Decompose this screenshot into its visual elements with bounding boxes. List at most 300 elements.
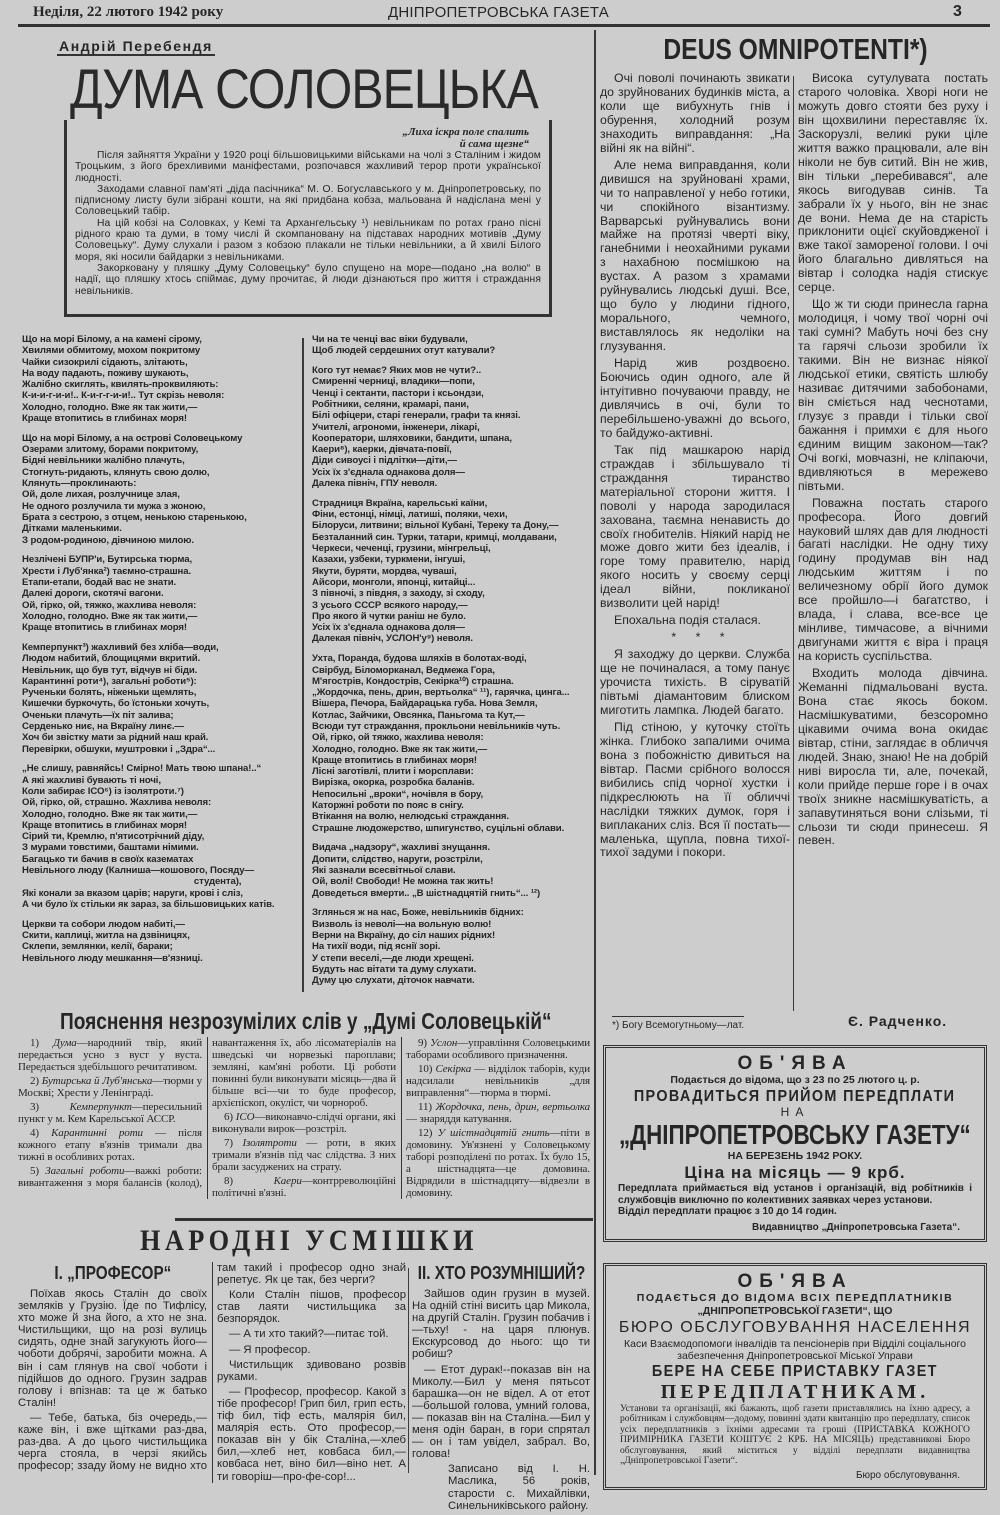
poem-line (312, 888, 590, 899)
glossary-definition: — після кожного етапу в'язнів тримали два тижні в особливих ротах. (18, 1127, 202, 1163)
poem-line (22, 413, 296, 424)
poem-line (22, 334, 296, 345)
fitted-text: У степи веселі,—де люди хрещені. (312, 952, 474, 964)
fitted-text: Хрести і Луб'янка²) таємно-страшна. (22, 565, 192, 577)
fitted-text: А які жахливі бувають ті ночі, (22, 774, 161, 786)
fitted-text: На тихії води, під яснії зорі. (312, 941, 441, 953)
poem-intro-box (64, 120, 552, 317)
poem-column-1 (22, 334, 296, 972)
poem-line (22, 842, 296, 853)
fitted-text: Холодно, голодно. Вже як так жити,— (22, 610, 198, 622)
paragraph: Що ж ти сюди принесла гарна молодиця, і чому твої чорні очі такі сумні? Мабуть ночі без сну та гарячі сльози зробили їх такими. Він не визнає ніякої людської етики, святість шлюбу називає дитячими забобонами, він сміється над чеснотами, глузує з правди і тільки свої бажання і примхи є для нього єдиним вищим законом—так? Очі вогкі, мовчазні, не кліпаючи, вдивляються в мережево півтьми. (798, 297, 988, 493)
poem-stanza (312, 334, 590, 357)
poem-line (22, 368, 296, 379)
poem-line (312, 433, 590, 444)
glossary-definition: — роти, в яких тримали в'язнів під час слідства. З них брали засуджених на страту. (212, 1137, 396, 1173)
fitted-text: З родом-родиною, дівчиною милою. (22, 534, 194, 546)
fitted-text: Учителі, агрономи, інженери, лікарі, (312, 421, 480, 433)
fitted-text: З мурами товстими, баштами німими. (22, 842, 199, 854)
poem-line (22, 710, 296, 721)
page-divider (594, 30, 596, 1475)
poem-line (22, 433, 296, 444)
poem-line (312, 698, 590, 709)
fitted-text: Якути, буряти, мордва, чуваші, (312, 565, 457, 577)
poem-line (312, 478, 590, 489)
glossary-term: Жордочка, пень, дрин, вертьолка (435, 1101, 590, 1113)
fitted-text: Жалібно скиглять, квилять-проквиляють: (22, 379, 219, 391)
joke-credit: Записано від І. Н. Маслика, 56 років, старости с. Михайлівки, Синельниківського району. (448, 1463, 590, 1512)
fitted-text: Страдниця Вкраїна, карельські каїни, (312, 497, 488, 509)
epigraph-line: „Лиха іскра поле спалить (402, 126, 529, 138)
glossary-definition: —пересильний пункт у м. Кем Карельської АССР. (18, 1101, 202, 1125)
fitted-text: Верни на Вкраїну, до сіл наших рідних! (312, 930, 496, 942)
column-divider (793, 76, 794, 1011)
poem-line (312, 907, 590, 918)
poem-stanza (312, 498, 590, 645)
glossary-definition: —народний твір, який передається усно з вуст у вуста. Передається здебільшого речитативом. (18, 1037, 202, 1073)
poem-line (22, 653, 296, 664)
fitted-text: Котлас, Зайчики, Овсянка, Паньгома та Кут,— (312, 709, 525, 721)
poem-line (22, 622, 296, 633)
poem-line (312, 554, 590, 565)
fitted-text: Непосильні „вроки“, ночівля в бору, (312, 788, 484, 800)
poem-line (312, 543, 590, 554)
fitted-text: Ухта, Поранда, будова шляхів в болотах-воді, (312, 653, 527, 665)
glossary-number: 1) (30, 1037, 53, 1049)
poem-line (22, 478, 296, 489)
ad-paper-name (610, 1119, 980, 1150)
ad-line (610, 1292, 980, 1305)
poem-line (22, 345, 296, 356)
glossary-term: У шістнадцятій гнить (437, 1127, 550, 1139)
fitted-text: Невільного люду мешкання—в'язниці. (22, 952, 203, 964)
poem-line (312, 710, 590, 721)
poem-stanza (22, 763, 296, 910)
paragraph: — Тебе, батька, біз очередь,— каже він, і вже щітками раз-два, раз-два. А до цього чистильщика черга стояла, в черзі якийсь професор; ззаду йому не видно хто там такий і професор одно знай репетує. Як це так, без черги? (18, 1262, 406, 1473)
section-rule (175, 1218, 593, 1221)
fitted-text: Фіни, естонці, німці, латиші, поляки, чехи, (312, 509, 508, 521)
poem-line (312, 653, 590, 664)
poem-line (312, 455, 590, 466)
poem-line (312, 975, 590, 986)
intro-paragraph: Заходами славної пам'яті „діда пасічника“ М. О. Богуславського у м. Дніпропетровську, по підписному листу були зібрані кошти, на які придбана кобза, мальована й надіслана мені у Соловецький табір. (75, 183, 541, 218)
fitted-text: Білоруси, литвини; вільної Кубані, Тереку та Дону,— (312, 520, 559, 532)
glossary-definition: —виконавчо-слідчі органи, які виконували вирок—розстріл. (212, 1111, 396, 1135)
poem-line (22, 501, 296, 512)
poem-line (312, 532, 590, 543)
fitted-text: Оченьки плачуть—їх піт залива; (22, 709, 174, 721)
poem-line (22, 600, 296, 611)
poem-line (312, 410, 590, 421)
fitted-text: Що на морі Білому, а на острові Соловецькому (22, 432, 243, 444)
glossary-item (212, 1111, 396, 1135)
joke-body (18, 1262, 406, 1483)
poem-line (312, 687, 590, 698)
poem-line (22, 888, 296, 899)
fitted-text: Зглянься ж на нас, Боже, невільників бідних: (312, 907, 524, 919)
poem-line (22, 577, 296, 588)
joke-body (412, 1288, 590, 1460)
fitted-text: Брата з сестрою, з отцем, ненькою старенькою, (22, 511, 247, 523)
fitted-text: Сірий ти, Кремлю, п'ятисотрічний діду, (22, 831, 205, 843)
paragraph: — Етот дурак!--показав він на Миколу.—Бил у меня пятьсот барашка—он не відел. А от етот—большой голова, умний голова,— показав він на Сталіна.—Бил у меня одін баран, в гори спрятал— он і там увідел, забрал. Во, голова! (412, 1363, 590, 1461)
intro-text (75, 150, 541, 297)
poem-line (22, 467, 296, 478)
subscription-announcement (603, 1045, 987, 1242)
ad-line: Подається до відома, що з 23 по 25 лютого ц. р. (670, 1074, 920, 1086)
article-signature: Є. Радченко. (848, 1013, 948, 1029)
poem-line (312, 633, 590, 644)
poem-line (22, 455, 296, 466)
ad-body: Установи та організації, які бажають, щоб газети приставлялись на їхню адресу, а робітникам і службовцям—додому, повинні здати квитанцію про передплату, список усіх передплатників з їхніми адресами та гроші (ПРИСТАВКА КОЖНОГО ПРИМІРНИКА ГАЗЕТИ КОШТУЄ 2 КРБ. НА МІСЯЦЬ) представникові Бюро обслуговування, який міститься у відділі передплати видавництва „Дніпропетровської Газети“. (620, 1403, 970, 1467)
fitted-text: Серденько ниє, на Вкраїну линє.— (22, 721, 184, 732)
poem-line (312, 800, 590, 811)
glossary (18, 1037, 590, 1199)
fitted-text: Ой, волі! Свободи! Не можна так жить! (312, 876, 494, 888)
paragraph: Поїхав якось Сталін до своїх земляків у Грузію. Їде по Тифлісу, хто може й зна його, а хто не зна. Чистильщики, що на розі вулиць сидять, одне знай загукують його—чоботи добрячі, заробити можна. А він і сам глянув на свої чоботи і підійшов до одного. Грузин задрав голову і впізнав: та це ж батько Сталін! (18, 1288, 207, 1409)
glossary-term: ІСО (235, 1111, 255, 1123)
fitted-text: Далека північ, ГПУ неволя. (312, 478, 438, 490)
fitted-text: Скити, каплиці, житла на дзвіницях, (22, 930, 190, 942)
fitted-text: ПОДАЄТЬСЯ ДО ВІДОМА ВСІХ ПЕРЕДПЛАТНИКІВ (636, 1292, 954, 1304)
fitted-text: Чи на те ченці вас віки будували, (312, 334, 468, 345)
glossary-definition: —контрреволюційні політичні в'язні. (212, 1175, 396, 1199)
poem-line (22, 566, 296, 577)
poem-stanza (22, 433, 296, 546)
glossary-definition: —важкі роботи: вивантаження з моря балансів (колод), навантаження їх, або лісоматеріалів на шведські чи норвезькі пароплави; земляні, кам'яні роботи. Ці роботи повинні були виконувати місяць—два й більше всі—чи то буде професор, архієпіскоп, окуліст, чи чорнороб. (18, 1037, 396, 1189)
fitted-text: БЮРО ОБСЛУГОВУВАННЯ НАСЕЛЕННЯ (618, 1319, 972, 1336)
paragraph: Чистильщик здивовано розвів руками. (217, 1358, 406, 1383)
poem-line (22, 721, 296, 732)
header-rule (18, 24, 990, 27)
fitted-text: Чайки сизокрилі сідають, злітають, (22, 356, 188, 368)
glossary-item (18, 1127, 202, 1163)
fitted-text: Краще втопитись в глибинах моря! (22, 413, 187, 425)
intro-paragraph: Після зайняття України у 1920 році більшовицькими військами на чолі з Сталіним і жидом Троцьким, з його брехливими маніфестами, розпочався жахливий терор проти української людності. (75, 150, 541, 184)
fitted-text: Які конали за вказом царів; наруги, крові і сліз, (22, 887, 243, 899)
poem-line (22, 941, 296, 952)
glossary-number: 7) (224, 1137, 243, 1149)
fitted-text: ПРОВАДИТЬСЯ ПРИЙОМ ПЕРЕДПЛАТИ (634, 1088, 956, 1105)
fitted-text: „ДНІПРОПЕТРОВСЬКУ ГАЗЕТУ“ (619, 1119, 971, 1150)
poem-line (22, 444, 296, 455)
poem-column-2 (312, 334, 590, 995)
poem-line (22, 523, 296, 534)
fitted-text: Будуть нас вітати та думу слухати. (312, 963, 477, 975)
poem-line (312, 399, 590, 410)
article-footnote: *) Богу Всемогутньому—лат. (612, 1016, 744, 1031)
ad-heading: ОБ'ЯВА (737, 1271, 853, 1292)
glossary-number: 8) (224, 1175, 274, 1187)
fitted-text: Холодно, голодно. Вже як так жити,— (22, 401, 198, 413)
paragraph: — Я професор. (229, 1343, 311, 1356)
ad-signature: Видавництво „Дніпропетровська Газета“. (751, 1221, 960, 1233)
fitted-text: НАРОДНІ УСМІШКИ (140, 1224, 478, 1257)
glossary-term: Карантинні роти (51, 1127, 143, 1139)
fitted-text: Карантинні роти⁴), загальні роботи⁵): (22, 675, 197, 687)
joke-heading (18, 1262, 207, 1284)
poem-line (22, 775, 296, 786)
ad-line: Каси Взаємодопомоги інвалідів та пенсіонерів при Відділі соціального забезпечення Дніпропетровської Міської Управи (623, 1338, 966, 1362)
poem-line (22, 665, 296, 676)
fitted-text: Бідні невільники жалібно плачуть, (22, 455, 185, 467)
joke-who-is-smarter (412, 1262, 590, 1515)
paragraph: Поважна постать старого професора. Його довгий науковий шлях дав для людності багаті наслідки. Не одну тиху годину продумав він над людським життям і по величезному обрії його думок все пройшло—і багатство, і влада, і слава, все-все це мінливе, тимчасове, а вічними двигунами життя є віра і праця на користь суспільства. (798, 495, 988, 664)
fitted-text: Далекі дороги, скотячі вагони. (22, 588, 164, 600)
glossary-definition: — знаряддя катування. (406, 1113, 512, 1125)
glossary-term: Услон (430, 1037, 458, 1049)
fitted-text: І. „ПРОФЕСОР“ (53, 1263, 171, 1283)
glossary-number: 10) (418, 1063, 436, 1075)
ad-line: „ДНІПРОПЕТРОВСЬКОЇ ГАЗЕТИ“, ЩО (697, 1305, 893, 1317)
joke-professor (18, 1262, 406, 1483)
fitted-text: „Жордочка, пень, дрин, вертьолка“ ¹¹), гарячка, цинга... (312, 687, 570, 699)
poem-line (312, 789, 590, 800)
poem-line (22, 588, 296, 599)
glossary-definition: —піти в домовину. Ув'язнені у Соловецькому таборі розподілені по ротах. Їх було 15, а шістнадцята—це домовина. Відрядили в шістнадцяту—відвезли в домовину. (406, 1127, 591, 1199)
fitted-text: З усього СССР всякого народу,— (312, 599, 468, 611)
fitted-text: Казахи, узбеки, туркмени, інгуші, (312, 554, 466, 566)
glossary-item (212, 1137, 396, 1173)
poem-author: Андрій Перебендя (59, 38, 213, 54)
poem-line (22, 854, 296, 865)
paragraph: — А ти хто такий?—питає той. (229, 1328, 389, 1341)
fitted-text: Невільного люду (Калниша—кошового, Посяду— (22, 865, 255, 877)
fitted-text: Смиренні черниці, владики—попи, (312, 376, 475, 388)
fitted-text: Озерами злитому, борами покритому, (22, 444, 199, 456)
column-divider (302, 338, 304, 992)
fitted-text: З півночі, з півдня, з заходу, зі сходу, (312, 588, 485, 600)
poem-title (70, 57, 545, 120)
fitted-text: Всюди тут страждання, прокльони невільників чуть. (312, 721, 561, 732)
poem-line (22, 732, 296, 743)
poem-line (22, 512, 296, 523)
poem-line (312, 732, 590, 743)
fitted-text: Ой, гірко, ой тяжко, жахлива неволя: (312, 732, 484, 744)
glossary-term: Секірка (435, 1063, 472, 1075)
glossary-item (406, 1063, 590, 1099)
ad-line (610, 1381, 980, 1404)
poem-line (22, 919, 296, 930)
epigraph (75, 126, 541, 150)
fitted-text: Етапи-етапи, бодай вас не знати. (22, 576, 177, 588)
ad-price: Ціна на місяць — 9 крб. (684, 1163, 906, 1182)
fitted-text: Багацько ти бачив в своїх казематах (22, 853, 194, 865)
poem-line (312, 854, 590, 865)
poem-line (312, 953, 590, 964)
poem-stanza (312, 653, 590, 834)
paragraph: Зайшов один грузин в музей. На одній стіні висить цар Микола, на другій Сталін. Грузин побачив і—тьху! - на царя плюнув. Екскурсовод до нього: що ти робиш? (412, 1288, 590, 1361)
glossary-item (406, 1037, 590, 1061)
issue-date: Неділя, 22 лютого 1942 року (33, 4, 224, 20)
ad-line (610, 1087, 980, 1106)
poem-line (312, 600, 590, 611)
poem-line (312, 744, 590, 755)
paragraph: Так під машкарою нарід страждав і збільшувало ті страждання тиранство матеріальної сторони життя. І поволі у народа зародилася захована, таємна ненависть до своїх гнобителів. Ніякий нарід не може довго жити без ідеалів, і горе тому правителю, нарід якого носить у своєму серці ідеал війни, покликаної визволити цей нарід! (600, 442, 790, 611)
fitted-text: Стогнуть-ридають, клянуть свою долю, (22, 466, 210, 478)
fitted-text: Щоб людей сердешних отут катували? (312, 345, 496, 357)
fitted-text: Ченці і сектанти, пастори і ксьондзи, (312, 387, 484, 399)
glossary-number: 6) (224, 1111, 236, 1123)
fitted-text: Вішера, Печора, Байдарацька губа. Нова Земля, (312, 698, 538, 710)
poem-line (312, 467, 590, 478)
paragraph: Але нема виправдання, коли дивишся на зруйновані храми, чи то направленої у небо готики, чи спокійного візантизму. Варварські руйнувались вони майже на протязі чверті віку, ганебними і неохайними руками з нахабною посмішкою на вустах. А разом з храмами руйнувались людські душі. Все, що було у людини гідного, морального, чемного, виставлялось як недоліки на глузування. (600, 157, 790, 354)
glossary-term: Кемперпункт (69, 1101, 132, 1113)
poem-line (312, 777, 590, 788)
poem-stanza (312, 365, 590, 489)
poem-line (312, 498, 590, 509)
poem-line (312, 345, 590, 356)
fitted-text: DEUS OMNIPOTENTI*) (662, 34, 928, 66)
fitted-text: Свірбуд, Біломорканал, Ведмежа Гора, (312, 664, 495, 676)
fitted-text: Усіх їх з'єднала однакова доля— (312, 466, 465, 478)
paragraph: Епохальна подія сталася. (614, 613, 761, 628)
fitted-text: Робітники, селяни, крамарі, пани, (312, 398, 469, 410)
poem-line (312, 376, 590, 387)
poem-line (312, 665, 590, 676)
jokes-title (140, 1224, 480, 1258)
fitted-text: Церкви та собори людом набиті,— (22, 918, 185, 930)
poem-line (312, 876, 590, 887)
page-number: 3 (953, 3, 962, 20)
glossary-item (18, 1037, 202, 1073)
poem-line (312, 388, 590, 399)
fitted-text: Усіх їх з'єднала однакова доля— (312, 622, 465, 634)
glossary-term: Загальні роботи (45, 1165, 125, 1177)
glossary-definition: — відділок таборів, куди надсилали невільників „для виправлення“—тюрма в тюрмі. (406, 1063, 591, 1099)
glossary-number: 3) (30, 1101, 70, 1113)
fitted-text: БЕРЕ НА СЕБЕ ПРИСТАВКУ ГАЗЕТ (652, 1363, 938, 1380)
poem-line (22, 831, 296, 842)
poem-line (22, 390, 296, 401)
fitted-text: Втікання на волю, нелюдські страждання. (312, 811, 509, 823)
fitted-text: Рученьки болять, ніженьки щемлять, (22, 687, 197, 699)
newspaper-name: ДНІПРОПЕТРОВСЬКА ГАЗЕТА (388, 4, 609, 21)
fitted-text: Людом набитий, блощицями вкритий. (22, 653, 201, 665)
poem-line (22, 489, 296, 500)
fitted-text: Незлічені БУПР'и, Бутирська тюрма, (22, 554, 193, 566)
poem-line (312, 823, 590, 834)
ad-bureau (610, 1318, 980, 1338)
poem-line (312, 842, 590, 853)
poem-stanza (312, 842, 590, 898)
poem-line (312, 622, 590, 633)
fitted-text: Білі офіцери, старі генерали, графи та князі. (312, 410, 521, 422)
fitted-text: Доведеться вмерти.. „В шістнадцятій гнить“... ¹²) (312, 887, 541, 899)
poem-line (22, 611, 296, 622)
glossary-item (18, 1101, 202, 1125)
fitted-text: Краще втопитись в глибинах моря! (312, 754, 477, 766)
fitted-text: Що на морі Білому, а на камені сірому, (22, 334, 202, 345)
poem-line (22, 698, 296, 709)
fitted-text: Діди сивоусі і підлітки—діти,— (312, 455, 457, 467)
poem-line (312, 964, 590, 975)
glossary-term: Дума (52, 1037, 77, 1049)
poem-stanza (312, 907, 590, 986)
glossary-title (60, 1008, 588, 1035)
fitted-text: М'ягострів, Кондострів, Секірка¹⁰) страшна. (312, 675, 514, 687)
poem-line (312, 520, 590, 531)
glossary-definition: —управління Соловецькими таборами особливого призначення. (406, 1037, 590, 1061)
fitted-text: Далекая північ, УСЛОН'у⁹) неволя. (312, 633, 473, 645)
glossary-item (406, 1101, 590, 1125)
poem-line (22, 744, 296, 755)
poem-line (312, 588, 590, 599)
fitted-text: Черкеси, чеченці, грузини, мінгрельці, (312, 543, 491, 555)
fitted-text: Хвилями обмитому, мохом покритому (22, 345, 201, 357)
fitted-text: Айсори, монголи, японці, китайці... (312, 576, 476, 588)
fitted-text: Не одного розлучила ти мужа з жоною, (22, 500, 206, 512)
poem-stanza (22, 334, 296, 424)
fitted-text: Ой, гірко, ой, страшно. Жахлива неволя: (22, 797, 212, 809)
poem-line (22, 379, 296, 390)
poem-line (22, 899, 296, 910)
glossary-term: Ізолятроти (242, 1137, 297, 1149)
delivery-announcement (603, 1263, 987, 1490)
glossary-number: 12) (418, 1127, 438, 1139)
poem-line (22, 554, 296, 565)
poem-line (312, 611, 590, 622)
fitted-text: Ой, доле лихая, розлучнице злая, (22, 489, 180, 501)
fitted-text: Краще втопитись в глибинах моря! (22, 819, 187, 831)
poem-line (22, 953, 296, 964)
paragraph: Очі поволі починають звикати до зруйнованих будинків міста, а коли ще вибухнуть гнів і обурення, холодний розум знаходить виправдання: „На війні як на війні“. (600, 71, 790, 155)
poem-line (22, 865, 296, 876)
poem-line (22, 535, 296, 546)
fitted-text: Безталанний син. Турки, татари, кримці, молдавани, (312, 531, 557, 543)
paragraph: Входить молода дівчина. Жеманні підмальовані вуста. Вона стає якось боком. Насмішкуватими, безсоромно цікавими очима вона окидає вівтар, стіни, заглядає в обличчя людей. Знаю, знаю! Не на добрій ниві виросла ти, але, почекай, коли прийде перше горе і в очах твоїх зникне насмішкуватість, а запавутиняться вони слізьми, ті сльози ти сюди принесеш. Я певен. (798, 666, 988, 848)
fitted-text: Дітками маленькими. (22, 523, 122, 535)
poem-line (312, 766, 590, 777)
fitted-text: Кого тут немає? Яких мов не чути?.. (312, 365, 482, 377)
fitted-text: Пояснення незрозумілих слів у „Думі Соловецькій“ (60, 1008, 552, 1034)
fitted-text: Перевірки, обшуки, муштровки і „Здра“... (22, 743, 216, 755)
poem-line (22, 930, 296, 941)
glossary-item (18, 1075, 202, 1099)
glossary-term: Каери (273, 1175, 302, 1187)
poem-line (312, 919, 590, 930)
fitted-text: Ой, гірко, ой, тяжко, жахлива неволя: (22, 599, 197, 611)
fitted-text: Видача „надзору“, жахливі знущання. (312, 842, 490, 854)
ad-line: НА (780, 1105, 810, 1119)
poem-line (312, 577, 590, 588)
fitted-text: Визволь із неволі—на вольную волю! (312, 918, 492, 930)
poem-line (312, 509, 590, 520)
paragraph: Під стіною, у куточку стоїть жінка. Глибоко запалими очима вона з побожністю дивиться на вівтар. Пасми срібного волосся вибились спід чорної хустки і підкреслюють на її обличчі наслідки тяжких думок, горя і виплаканих сліз. Вся її постать—маленька, щупла, повна тихої-тихої задуми і покори. (600, 719, 790, 860)
poem-line (312, 444, 590, 455)
fitted-text: Про якого й чутки раніш не було. (312, 610, 466, 622)
fitted-text: Кишечки буркочуть, бо їстоньки хочуть, (22, 698, 210, 710)
column-divider (408, 1268, 409, 1473)
fitted-text: Невільник, що був тут, відчув ні біди. (22, 664, 198, 676)
paragraph: Коли Сталін пішов, професор став лаяти чистильщика за безпорядок. (217, 1289, 406, 1326)
article-column-1 (600, 72, 790, 863)
paragraph: Я заходжу до церкви. Служба ще не починалася, а тому панує урочиста тихість. В сіруватій півтьмі діамантовим блиском миготить лампка. Людей багато. (600, 647, 790, 717)
poem-line (312, 422, 590, 433)
fitted-text: Страшне людожерство, шпигунство, суцільні облави. (312, 822, 565, 834)
fitted-text: студента), (22, 876, 242, 888)
joke-paragraphs (18, 1262, 406, 1483)
ad-line (610, 1362, 980, 1381)
poem-line (312, 365, 590, 376)
ad-line: НА БЕРЕЗЕНЬ 1942 РОКУ. (727, 1150, 863, 1162)
paragraph: Нарід жив роздвоєно. Боючись один одного, але й інтуітивно почуваючи правду, не дивлячись в очі, були то перебільшено-уважні до всього, то байдужо-активні. (600, 356, 790, 440)
poem-line (22, 763, 296, 774)
poem-line (312, 811, 590, 822)
epigraph-line: й сама щезне“ (459, 138, 529, 150)
glossary-number: 2) (30, 1075, 42, 1087)
poem-line (22, 809, 296, 820)
